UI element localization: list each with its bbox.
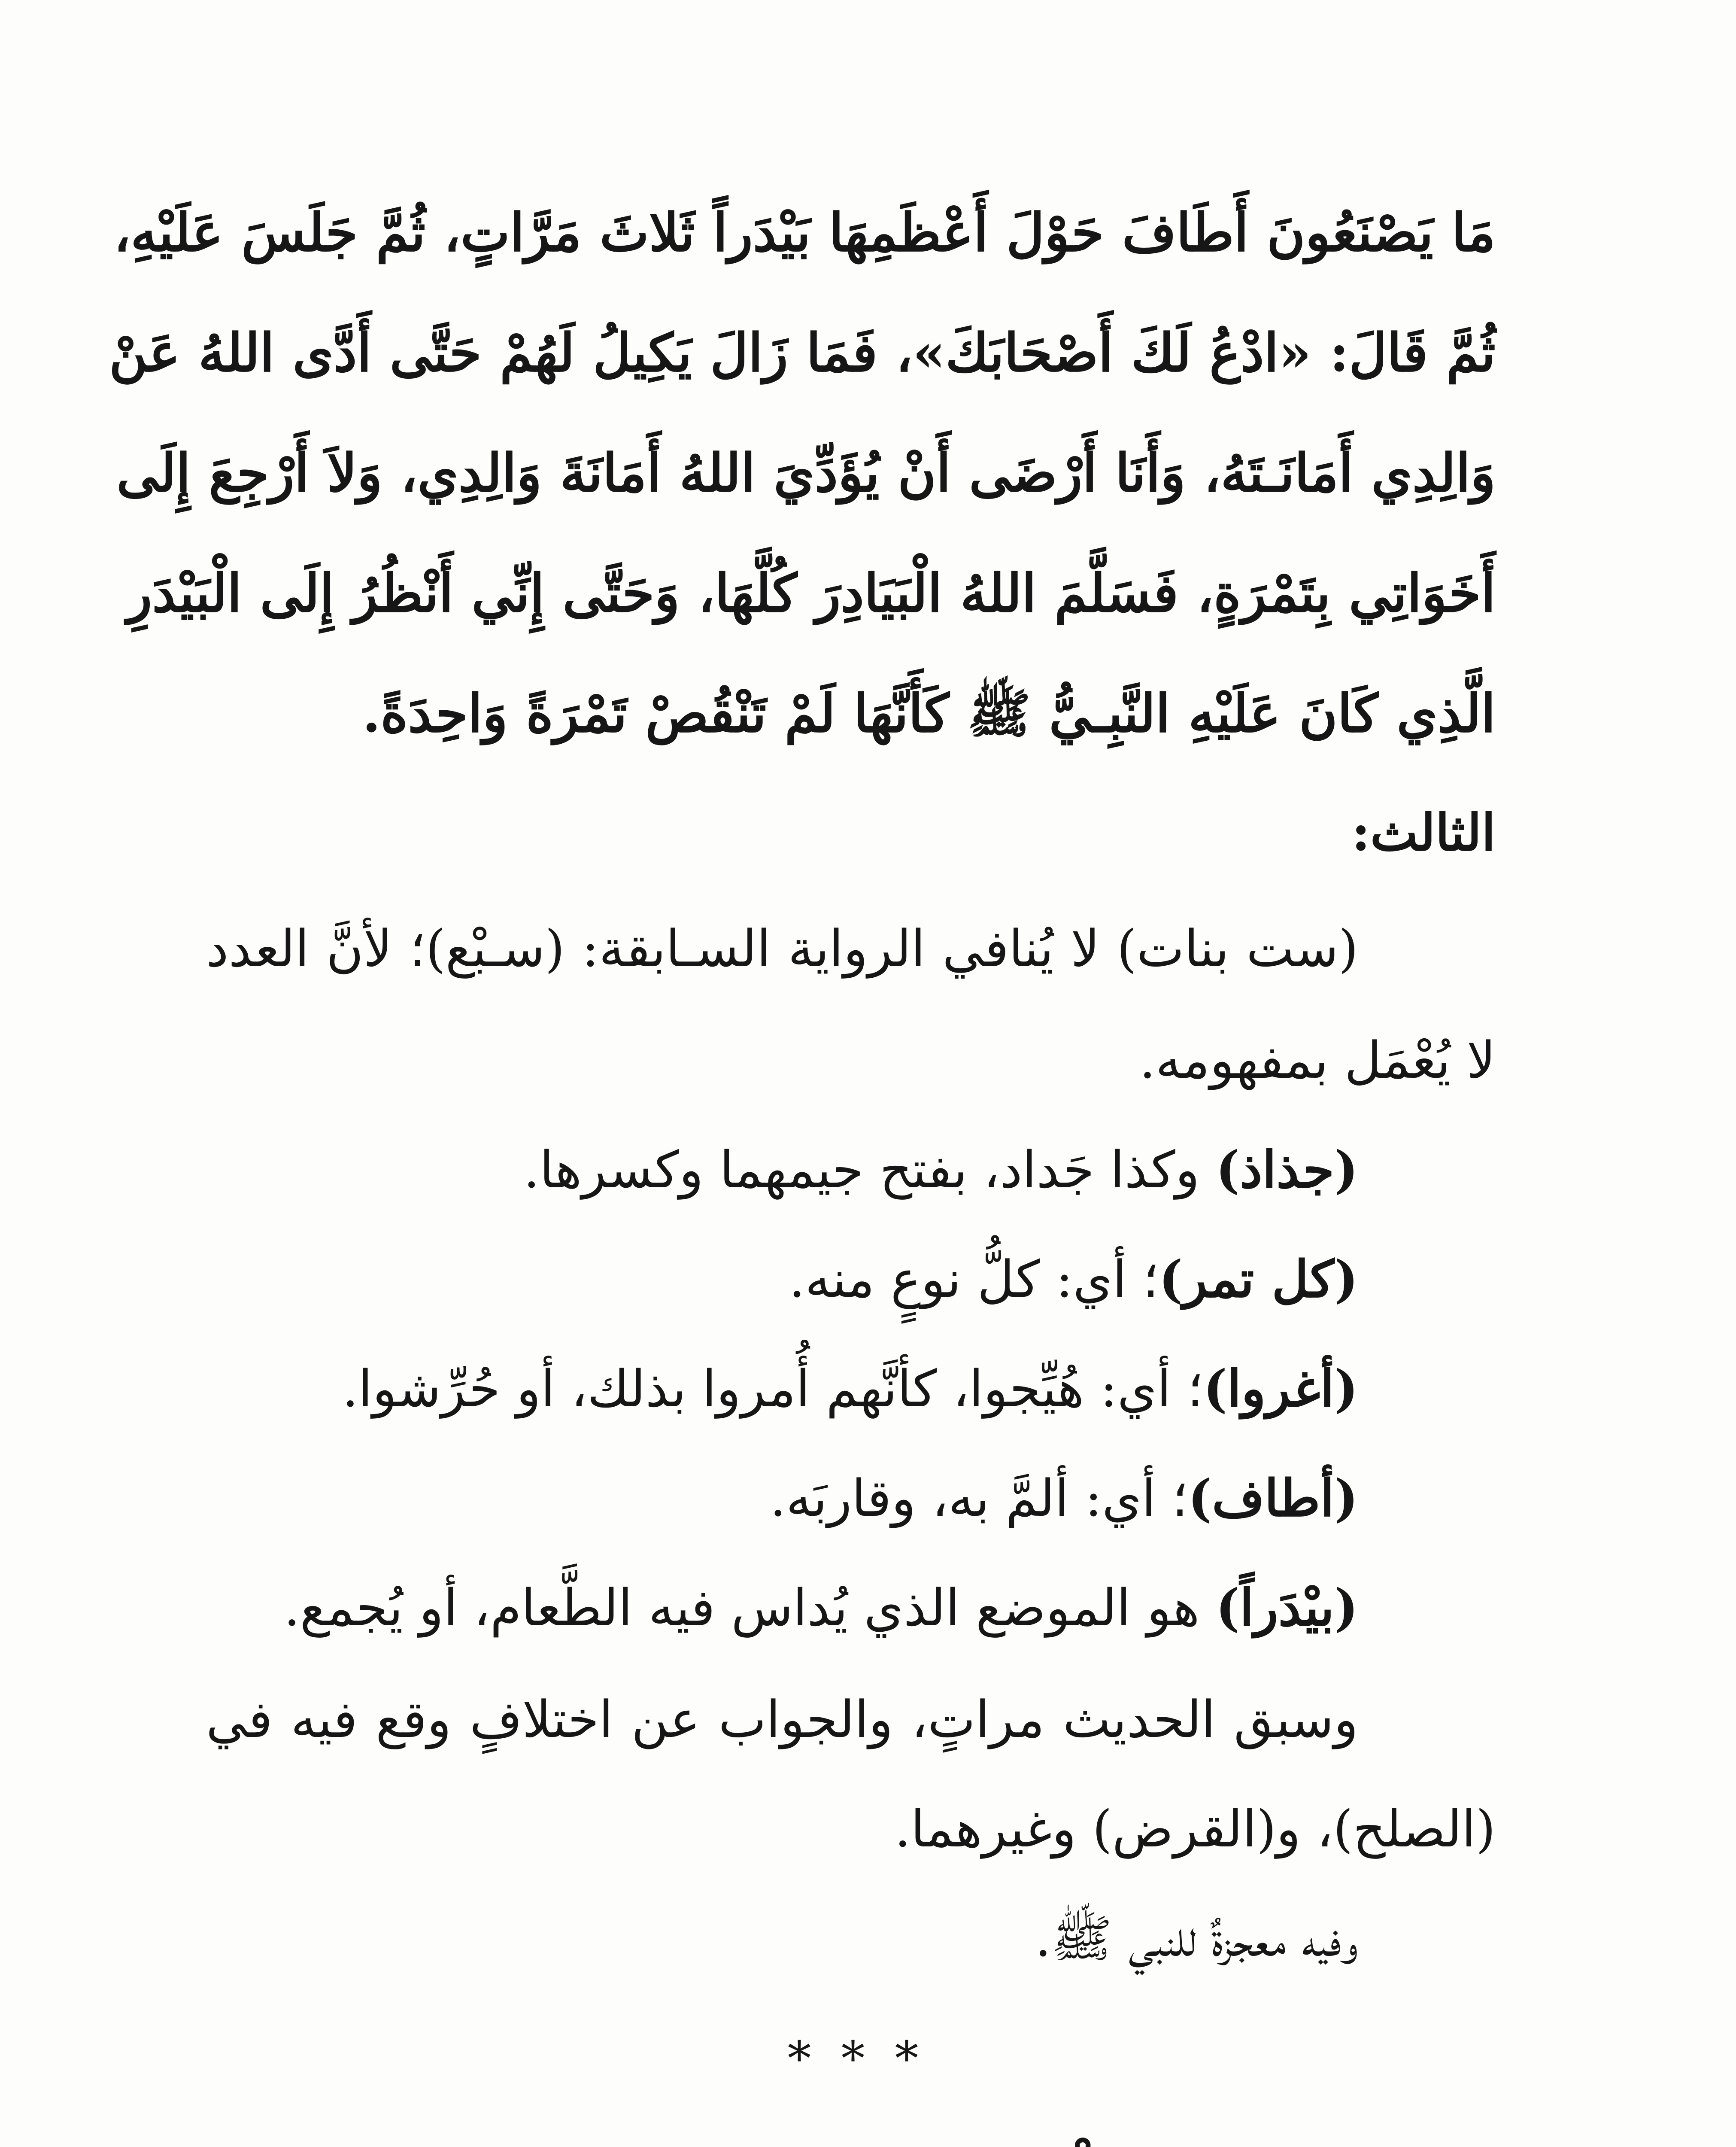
section-separator: *** <box>787 2031 949 2086</box>
gloss-term: (أغروا) <box>1203 1359 1358 1418</box>
gloss-term: (بيْدَراً) <box>1216 1578 1358 1637</box>
gloss-text: وكذا جَداد، بفتح جيمهما وكسرها. <box>523 1140 1216 1199</box>
hadith-line-1: مَا يَصْنَعُونَ أَطَافَ حَوْلَ أَعْظَمِهَا بَيْدَراً ثَلاثَ مَرَّاتٍ، ثُمَّ جَلَسَ عَلَيْهِ، <box>113 201 1496 263</box>
gloss-atafa <box>770 1468 1359 1528</box>
gloss-text: هو الموضع الذي يُداس فيه الطَّعام، أو يُجمع. <box>284 1578 1216 1637</box>
commentary-line-4: (الصلح)، و(القرض) وغيرهما. <box>894 1799 1496 1858</box>
commentary-line-1: (ست بنات) لا يُنافي الرواية السـابقة: (سـبْع)؛ لأنَّ العدد <box>206 919 1358 978</box>
gloss-baydar <box>284 1578 1358 1637</box>
commentary-line-3: وسبق الحديث مراتٍ، والجواب عن اختلافٍ وقع فيه في <box>206 1690 1358 1749</box>
gloss-aghraw <box>342 1359 1358 1418</box>
gloss-jidhadh <box>523 1140 1358 1199</box>
hadith-line-5: الَّذِي كَانَ عَلَيْهِ النَّبِـيُّ ﷺ كَأَنَّهَا لَمْ تَنْقُصْ تَمْرَةً وَاحِدَةً. <box>362 682 1496 744</box>
commentary-line-5: وفيه معجزةٌ للنبي ﷺ. <box>1035 1909 1358 1968</box>
gloss-text: ؛ أي: هُيِّجوا، كأنَّهم أُمروا بذلك، أو حُرِّشوا. <box>342 1359 1203 1418</box>
gloss-text: ؛ أي: كلُّ نوعٍ منه. <box>789 1250 1159 1309</box>
gloss-kull-tamr <box>789 1249 1358 1309</box>
hadith-line-4: أَخَوَاتِي بِتَمْرَةٍ، فَسَلَّمَ اللهُ الْبَيَادِرَ كُلَّهَا، وَحَتَّى إِنِّي أَنْظُرُ إِلَى الْبَيْدَرِ <box>127 562 1496 624</box>
hadith-line-3: وَالِدِي أَمَانَـتَهُ، وَأَنَا أَرْضَى أَنْ يُؤَدِّيَ اللهُ أَمَانَةَ وَالِدِي، وَلاَ أَرْجِعَ إِلَى <box>116 442 1496 504</box>
commentary-line-2: لا يُعْمَل بمفهومه. <box>1139 1031 1496 1090</box>
gloss-term: (جذاذ) <box>1216 1140 1358 1199</box>
gloss-text: ؛ أي: ألمَّ به، وقاربَه. <box>770 1469 1188 1528</box>
gloss-term: (أطاف) <box>1188 1468 1358 1528</box>
hadith-line-2: ثُمَّ قَالَ: «ادْعُ لَكَ أَصْحَابَكَ»، فَمَا زَالَ يَكِيلُ لَهُمْ حَتَّى أَدَّى اللهُ عَنْ <box>109 322 1496 383</box>
gloss-term: (كل تمر) <box>1159 1249 1358 1309</box>
section-heading: الثالث: <box>1351 803 1496 862</box>
